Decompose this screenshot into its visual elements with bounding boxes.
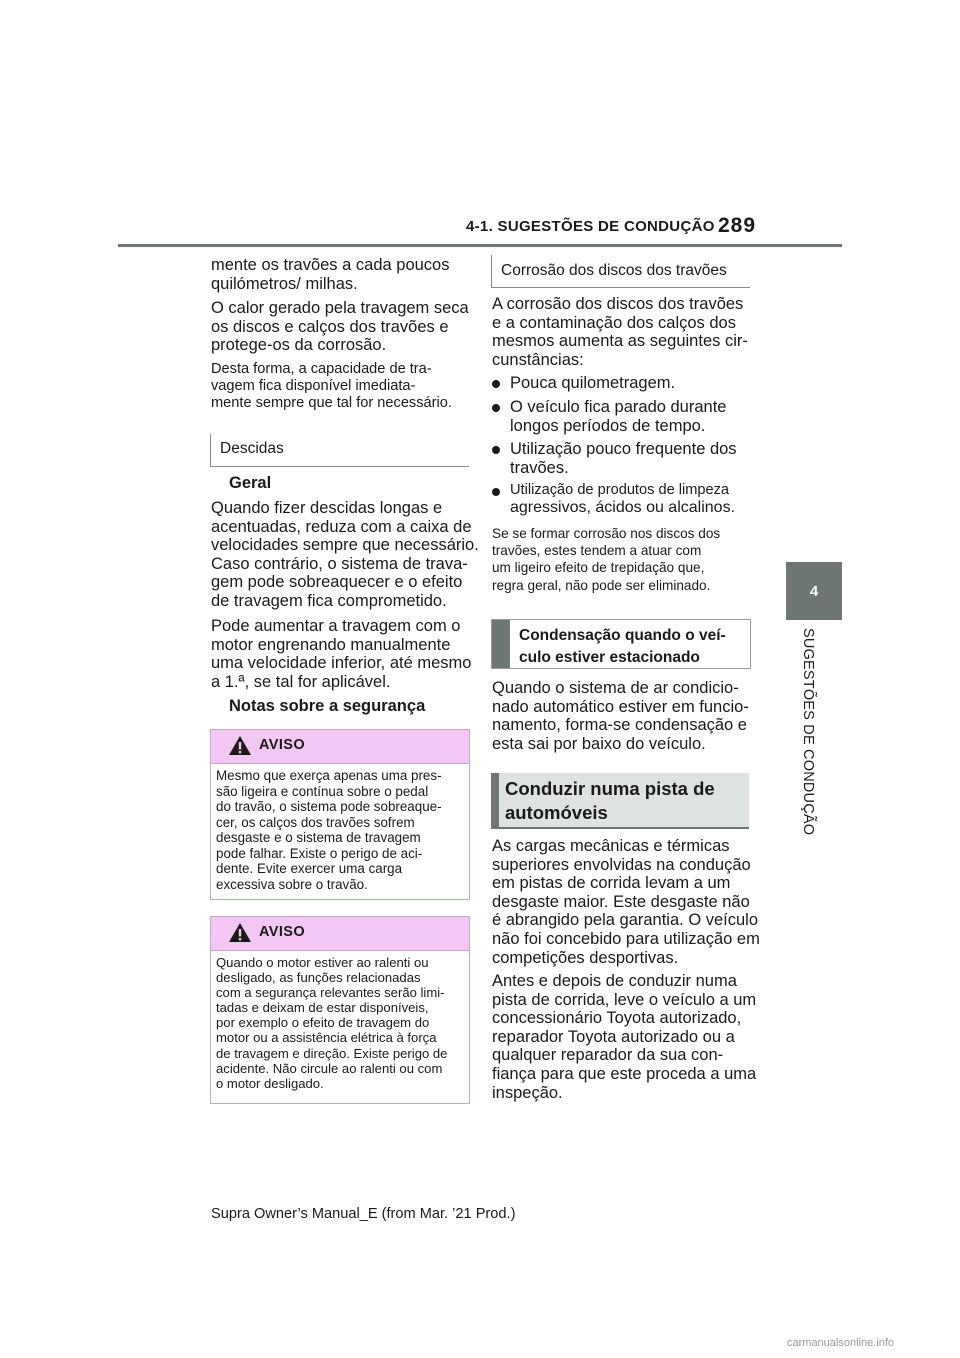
text-line: do travão, o sistema pode sobreaque- <box>216 799 442 814</box>
text-line: Antes e depois de conduzir numa <box>492 972 737 990</box>
text-line: culo estiver estacionado <box>519 649 700 666</box>
heading-geral: Geral <box>229 474 272 492</box>
text-line: cunstâncias: <box>492 350 584 369</box>
heading-bar <box>492 620 510 668</box>
list-item-text <box>510 482 735 516</box>
paragraph-race-track <box>492 837 760 967</box>
warning-text <box>216 955 447 1091</box>
text-line: mente sempre que tal for necessário. <box>211 395 452 411</box>
text-line: gem pode sobreaquecer e o efeito <box>211 573 463 592</box>
text-line: O calor gerado pela travagem seca <box>211 299 469 317</box>
list-item-text <box>510 440 737 477</box>
text-line: automóveis <box>505 802 608 823</box>
text-line: As cargas mecânicas e térmicas <box>492 837 730 855</box>
text-line: um ligeiro efeito de trepidação que, <box>492 560 705 576</box>
heading-bar <box>491 773 499 827</box>
sub-heading-corrosao <box>491 255 750 288</box>
text-line: Mesmo que exerça apenas uma pres- <box>216 768 442 783</box>
text-line: acentuadas, reduza com a caixa de <box>211 517 472 536</box>
warning-title: AVISO <box>259 737 306 753</box>
paragraph-condensation <box>492 679 749 753</box>
text-line: Utilização de produtos de limpeza <box>510 482 730 498</box>
bullet-dot <box>492 488 500 496</box>
text-line: mente os travões a cada poucos <box>211 256 450 274</box>
text-line: concessionário Toyota autorizado, <box>492 1009 742 1028</box>
paragraph-corrosion <box>492 295 748 369</box>
page-number: 289 <box>718 214 757 237</box>
warning-text <box>216 768 442 892</box>
text-line: fiança para que este proceda a uma <box>492 1064 757 1083</box>
text-line: é abrangido pela garantia. O veículo <box>492 911 759 930</box>
text-line: Quando o sistema de ar condicio- <box>492 679 739 697</box>
footer-text: Supra Owner’s Manual_E (from Mar. ’21 Prod.) <box>211 1206 516 1222</box>
warning-header <box>211 917 469 951</box>
paragraph-capacity <box>211 361 452 412</box>
text-line: superiores envolvidas na condução <box>492 855 751 874</box>
paragraph-engine-braking <box>211 617 471 691</box>
text-line: motor engrenando manualmente <box>211 635 451 654</box>
list-item-text <box>510 398 726 435</box>
header-rule <box>118 244 842 247</box>
sub-heading-descidas <box>210 434 469 467</box>
text-line: desgaste maior. Este desgaste não <box>492 892 750 911</box>
paragraph-vibration <box>492 525 720 594</box>
text-line: Utilização pouco frequente dos <box>510 440 737 458</box>
list-item-text <box>510 374 675 393</box>
text-line: e a contaminação dos calços dos <box>492 313 736 332</box>
text-line: Conduzir numa pista de <box>505 778 715 799</box>
text-line: motor ou a assistência elétrica à força <box>216 1030 437 1046</box>
text-line: desgaste e o sistema de travagem <box>216 830 421 845</box>
sub-heading-text: Descidas <box>220 440 284 457</box>
text-line: longos períodos de tempo. <box>510 416 706 435</box>
text-line: travões, estes tendem a atuar com <box>492 543 702 559</box>
text-line: Quando o motor estiver ao ralenti ou <box>216 955 429 970</box>
text-line: acidente. Não circule ao ralenti ou com <box>216 1060 443 1076</box>
text-line: por exemplo o efeito de travagem do <box>216 1015 430 1031</box>
text-line: os discos e calços dos travões e <box>211 317 449 336</box>
text-line: Se se formar corrosão nos discos dos <box>492 526 721 541</box>
intro-paragraph <box>211 256 449 293</box>
chapter-label-text: SUGESTÕES DE CONDUÇÃO <box>800 628 816 836</box>
text-line: travões. <box>510 458 569 477</box>
text-line: qualquer reparador da sua con- <box>492 1046 724 1065</box>
paragraph-descidas <box>211 499 479 611</box>
text-line: Condensação quando o veí- <box>519 627 726 644</box>
heading-condensacao <box>491 619 751 669</box>
bullet-dot <box>492 446 500 454</box>
text-line: Desta forma, a capacidade de tra- <box>211 361 432 377</box>
text-line: cer, os calços dos travões sofrem <box>216 814 415 830</box>
text-line: de travagem e direção. Existe perigo de <box>216 1045 448 1061</box>
text-line: Pode aumentar a travagem com o <box>211 617 461 635</box>
text-line: desligado, as funções relacionadas <box>216 970 421 986</box>
text-line: pode falhar. Existe o perigo de aci- <box>216 845 423 861</box>
warning-header <box>211 730 469 764</box>
text-line: com a segurança relevantes serão limi- <box>216 985 445 1001</box>
text-line: excessiva sobre o travão. <box>216 876 368 892</box>
watermark: carmanualsonline.info <box>787 1337 895 1349</box>
text-line: O veículo fica parado durante <box>510 398 727 416</box>
heading-text <box>505 777 715 825</box>
text-line: nado automático estiver em funcio- <box>492 697 749 716</box>
heading-safety-notes: Notas sobre a segurança <box>229 697 426 715</box>
chapter-tab-label <box>786 628 842 868</box>
text-line: de travagem fica comprometido. <box>211 591 447 610</box>
text-line: quilómetros/ milhas. <box>211 274 358 293</box>
warning-title: AVISO <box>259 924 306 940</box>
bullet-dot <box>492 404 500 412</box>
text-line: em pistas de corrida levam a um <box>492 874 731 893</box>
section-title: 4-1. SUGESTÕES DE CONDUÇÃO <box>466 218 715 235</box>
text-line: dente. Evite exercer uma carga <box>216 861 403 876</box>
text-line: reparador Toyota autorizado ou a <box>492 1027 735 1046</box>
warning-box-1 <box>210 729 470 900</box>
text-line: A corrosão dos discos dos travões <box>492 295 744 313</box>
paragraph-inspection <box>492 972 756 1102</box>
paragraph-heat <box>211 299 469 355</box>
bullet-dot <box>492 380 500 388</box>
text-line: vagem fica disponível imediata- <box>211 378 416 394</box>
text-line: não foi concebido para utilização em <box>492 929 760 948</box>
text-line: Caso contrário, o sistema de trava- <box>211 554 468 573</box>
text-line: tadas e deixam de estar disponíveis, <box>216 1000 429 1016</box>
warning-triangle-icon <box>228 922 252 943</box>
text-line: pista de corrida, leve o veículo a um <box>492 990 757 1009</box>
text-line: velocidades sempre que necessário. <box>211 536 479 555</box>
text-line: namento, forma-se condensação e <box>492 716 747 735</box>
text-line: mesmos aumenta as seguintes cir- <box>492 332 748 351</box>
text-line: a 1.ª, se tal for aplicável. <box>211 672 391 691</box>
text-line: uma velocidade inferior, até mesmo <box>211 654 472 673</box>
text-line: competições desportivas. <box>492 948 679 967</box>
text-line: o motor desligado. <box>216 1075 324 1091</box>
text-line: esta sai por baixo do veículo. <box>492 734 706 753</box>
heading-text <box>519 625 726 669</box>
text-line: Pouca quilometragem. <box>510 374 676 392</box>
text-line: protege-os da corrosão. <box>211 336 387 355</box>
text-line: agressivos, ácidos ou alcalinos. <box>510 499 736 516</box>
heading-pista <box>491 773 749 829</box>
text-line: regra geral, não pode ser eliminado. <box>492 577 711 593</box>
text-line: são ligeira e contínua sobre o pedal <box>216 783 429 799</box>
sub-heading-text: Corrosão dos discos dos travões <box>501 262 727 279</box>
text-line: inspeção. <box>492 1083 563 1102</box>
chapter-tab-number: 4 <box>786 562 842 620</box>
warning-box-2 <box>210 916 470 1104</box>
text-line: Quando fizer descidas longas e <box>211 499 443 517</box>
warning-triangle-icon <box>228 735 252 756</box>
